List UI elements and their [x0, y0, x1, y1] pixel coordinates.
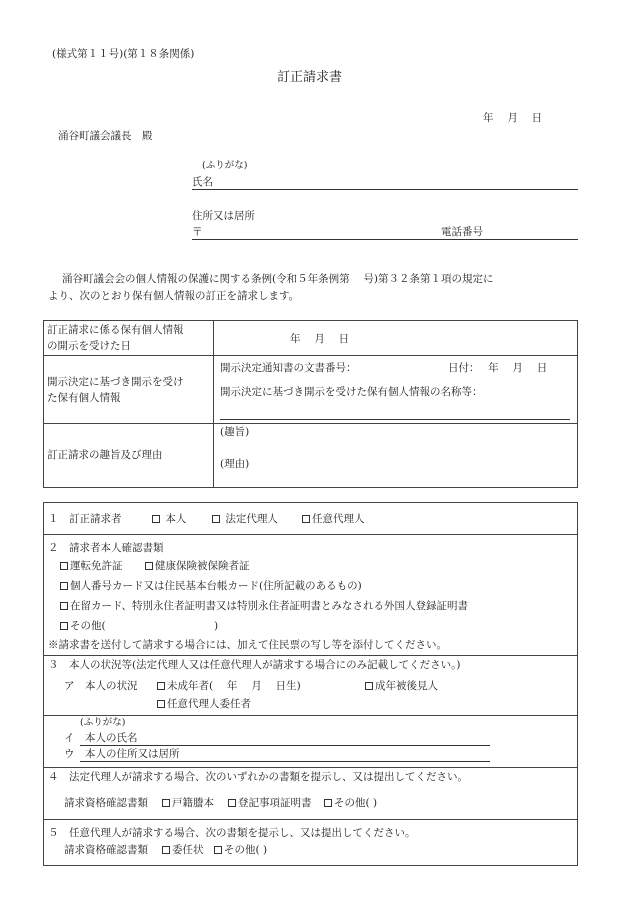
- checkbox-principal-delegator[interactable]: [157, 698, 251, 712]
- checkbox-power-of-attorney-label: 委任状: [172, 844, 204, 856]
- checkbox-drivers-license[interactable]: [60, 560, 123, 574]
- checkbox-icon: [60, 582, 68, 590]
- section-divider: [43, 767, 578, 768]
- checkbox-icon: [145, 562, 153, 570]
- date-field[interactable]: 年 月 日: [483, 112, 543, 124]
- checkbox-voluntary-agent[interactable]: [302, 513, 365, 527]
- notice-docno-label: 開示決定通知書の文書番号：: [220, 362, 357, 374]
- purpose-reason-label: 訂正請求の趣旨及び理由: [47, 449, 163, 461]
- voluntary-agent-docs-label: 請求資格確認書類: [64, 844, 148, 856]
- checkbox-icon: [157, 700, 165, 708]
- checkbox-residence-card[interactable]: [60, 600, 468, 614]
- section-2-label: ２ 請求者本人確認書類: [48, 542, 164, 554]
- checkbox-residence-card-label: 在留カード、特別永住者証明書又は特別永住者証明書とみなされる外国人登録証明書: [70, 600, 469, 612]
- principal-name-field[interactable]: [80, 745, 490, 746]
- checkbox-registry-certificate-label: 登記事項証明書: [238, 797, 312, 809]
- checkbox-minor-label: 未成年者( 年 月 日生): [167, 680, 301, 692]
- section-4-label: ４ 法定代理人が請求する場合、次のいずれかの書類を提示し、又は提出してください。: [48, 771, 468, 783]
- disclosed-info-name-field[interactable]: [220, 419, 570, 420]
- other-id-close: ): [214, 620, 219, 632]
- section-divider: [43, 534, 578, 535]
- disclosure-date-label-2: の開示を受けた日: [47, 340, 131, 352]
- address-label: 住所又は居所: [192, 210, 255, 222]
- checkbox-health-insurance-label: 健康保険被保険者証: [155, 560, 250, 572]
- checkbox-icon: [152, 515, 160, 523]
- checkbox-icon: [365, 682, 373, 690]
- section-divider: [43, 715, 578, 716]
- table-row-divider: [43, 423, 578, 424]
- disclosure-date-field[interactable]: 年 月 日: [290, 333, 350, 345]
- checkbox-power-of-attorney[interactable]: [162, 844, 204, 858]
- principal-address-label: ウ 本人の住所又は居所: [64, 748, 180, 760]
- checkbox-adult-ward-label: 成年被後見人: [375, 680, 438, 692]
- postal-mark: 〒: [192, 226, 203, 238]
- checkbox-icon: [60, 622, 68, 630]
- checkbox-icon: [324, 799, 332, 807]
- checkbox-other-id-label: その他(: [70, 620, 106, 632]
- intro-line-1: 涌谷町議会会の個人情報の保護に関する条例(令和５年条例第 号)第３２条第１項の規定に: [62, 273, 494, 285]
- disclosed-info-label-2: た保有個人情報: [47, 392, 121, 404]
- checkbox-icon: [302, 515, 310, 523]
- checkbox-legal-agent-label: 法定代理人: [225, 513, 278, 525]
- checkbox-principal[interactable]: [152, 513, 186, 527]
- checkbox-voluntary-other[interactable]: [214, 844, 267, 858]
- table-divider: [213, 320, 214, 488]
- checkbox-icon: [60, 602, 68, 610]
- reason-label: (理由): [220, 458, 250, 470]
- principal-status-label: ア 本人の状況: [64, 680, 138, 692]
- section-1-label: １ 訂正請求者: [48, 513, 122, 525]
- checkbox-legal-other[interactable]: [324, 797, 377, 811]
- section-3-label: ３ 本人の状況等(法定代理人又は任意代理人が請求する場合にのみ記載してください。): [48, 659, 461, 671]
- phone-label: 電話番号: [441, 226, 483, 238]
- voluntary-other-close: ): [262, 844, 268, 856]
- legal-other-close: ): [372, 797, 378, 809]
- name-furigana-label: (ふりがな): [202, 160, 248, 171]
- checkbox-adult-ward[interactable]: [365, 680, 438, 694]
- name-field[interactable]: [192, 189, 578, 190]
- purpose-label: (趣旨): [220, 426, 250, 438]
- checkbox-icon: [212, 515, 220, 523]
- checkbox-other-id[interactable]: [60, 620, 106, 634]
- notice-date-field[interactable]: 日付： 年 月 日: [448, 362, 548, 374]
- checkbox-voluntary-other-label: その他(: [224, 844, 260, 856]
- principal-furigana-label: (ふりがな): [80, 717, 126, 728]
- checkbox-icon: [60, 562, 68, 570]
- principal-address-field[interactable]: [80, 761, 490, 762]
- checkbox-principal-delegator-label: 任意代理人委任者: [167, 698, 251, 710]
- checkbox-mynumber-card-label: 個人番号カード又は住民基本台帳カード(住所記載のあるもの): [70, 580, 362, 592]
- legal-agent-docs-label: 請求資格確認書類: [64, 797, 148, 809]
- checkbox-minor[interactable]: [157, 680, 301, 694]
- document-title: 訂正請求書: [277, 70, 343, 85]
- section-5-label: ５ 任意代理人が請求する場合、次の書類を提示し、又は提出してください。: [48, 827, 416, 839]
- checkbox-icon: [162, 846, 170, 854]
- checkbox-icon: [162, 799, 170, 807]
- checkbox-icon: [157, 682, 165, 690]
- principal-name-label: イ 本人の氏名: [64, 732, 138, 744]
- checkbox-voluntary-agent-label: 任意代理人: [312, 513, 365, 525]
- disclosure-date-label: 訂正請求に係る保有個人情報: [47, 324, 184, 336]
- section-divider: [43, 819, 578, 820]
- checkbox-family-register-label: 戸籍謄本: [172, 797, 214, 809]
- mail-note: ※請求書を送付して請求する場合には、加えて住民票の写し等を添付してください。: [48, 639, 447, 651]
- checkbox-principal-label: 本人: [165, 513, 187, 525]
- checkbox-icon: [214, 846, 222, 854]
- disclosed-info-name-label: 開示決定に基づき開示を受けた保有個人情報の名称等：: [220, 386, 483, 398]
- checkbox-drivers-license-label: 運転免許証: [70, 560, 123, 572]
- checkbox-registry-certificate[interactable]: [228, 797, 312, 811]
- checkbox-legal-other-label: その他(: [334, 797, 370, 809]
- name-label: 氏名: [192, 176, 213, 188]
- checkbox-icon: [228, 799, 236, 807]
- disclosed-info-label: 開示決定に基づき開示を受け: [47, 376, 184, 388]
- addressee: 涌谷町議会議長 殿: [58, 130, 153, 142]
- intro-line-2: より、次のとおり保有個人情報の訂正を請求します。: [48, 290, 300, 302]
- checkbox-family-register[interactable]: [162, 797, 214, 811]
- section-divider: [43, 655, 578, 656]
- address-field[interactable]: [192, 239, 578, 240]
- form-reference: (様式第１１号)(第１８条関係): [52, 48, 195, 60]
- checkbox-mynumber-card[interactable]: [60, 580, 362, 594]
- checkbox-health-insurance[interactable]: [145, 560, 250, 574]
- checkbox-legal-agent[interactable]: [212, 513, 278, 527]
- table-row-divider: [43, 355, 578, 356]
